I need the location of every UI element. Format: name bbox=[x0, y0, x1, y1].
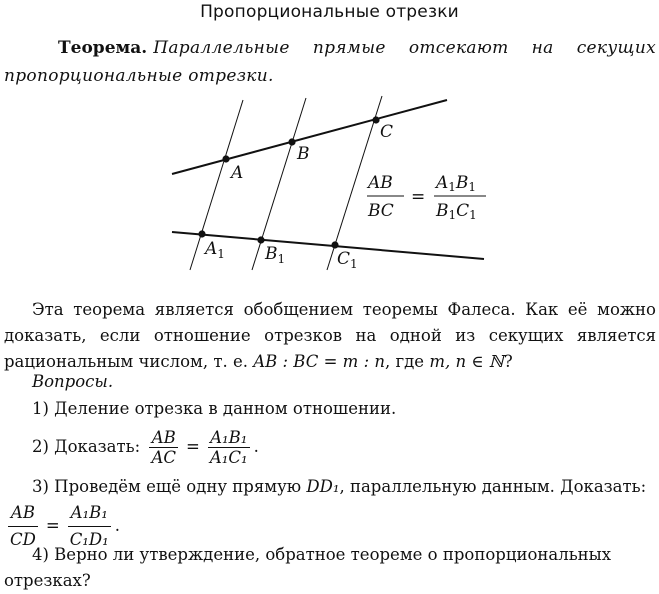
question-1: 1) Деление отрезка в данном отношении. bbox=[32, 399, 397, 418]
question-3-text-2: , параллельную данным. Доказать: bbox=[339, 477, 647, 496]
proportion-formula bbox=[366, 173, 486, 222]
questions-heading: Вопросы. bbox=[32, 372, 114, 391]
page-title: Пропорциональные отрезки bbox=[200, 2, 459, 22]
paragraph-math-1: AB : BC = m : n bbox=[253, 352, 386, 371]
label-c1: $C_1$ bbox=[337, 249, 358, 271]
formula-left-den: BC bbox=[368, 201, 394, 221]
question-4: 4) Верно ли утверждение, обратное теореме о пропорциональных отрезках? bbox=[4, 545, 612, 590]
question-3-math: DD₁ bbox=[306, 477, 340, 496]
question-3-right-fraction: $\frac{\text{A₁B₁}}{\text{C₁D₁}}$ bbox=[68, 500, 111, 553]
formula-right-den: B1C1 bbox=[436, 201, 477, 222]
label-b1: $B_1$ bbox=[265, 244, 286, 266]
formula-right-num: A1B1 bbox=[436, 173, 477, 194]
paragraph bbox=[4, 297, 656, 375]
paragraph-math-2: m, n ∈ ℕ bbox=[429, 352, 504, 371]
label-a: A bbox=[231, 163, 244, 183]
point-a bbox=[222, 155, 229, 162]
question-2-prefix: 2) Доказать: bbox=[32, 437, 141, 456]
question-2-left-fraction: $\frac{AB}{AC}$ bbox=[151, 428, 176, 467]
question-3-left-fraction: $\frac{AB}{CD}$ bbox=[8, 500, 38, 553]
question-2-right-fraction: $\frac{\text{A₁B₁}}{\text{A₁C₁}}$ bbox=[209, 428, 248, 467]
theorem-body: Параллельные прямые отсекают на секущих пропорциональные отрезки. bbox=[4, 38, 656, 86]
formula-eq: = bbox=[411, 187, 426, 207]
paragraph-text-1: Эта теорема является обобщением теоремы Фалеса. Как её можно доказать, если отношение отрезков на одной из секущих является рациональным числом, т. е. bbox=[4, 300, 656, 371]
question-2: 2) Доказать: $\frac{AB}{AC}$ = $\frac{\text{A₁B₁}}{\text{A₁C₁}}$ . bbox=[32, 428, 259, 467]
label-a1: $A_1$ bbox=[205, 239, 225, 261]
secant-top bbox=[172, 100, 447, 174]
parallel-line-2 bbox=[252, 98, 306, 270]
point-b bbox=[288, 138, 295, 145]
point-c bbox=[372, 116, 379, 123]
point-c1 bbox=[331, 241, 338, 248]
point-b1 bbox=[257, 236, 264, 243]
theorem-head: Теорема. bbox=[58, 38, 148, 58]
point-a1 bbox=[198, 230, 205, 237]
question-3-text: 3) Проведём ещё одну прямую bbox=[32, 477, 307, 496]
paragraph-text-2: , где bbox=[385, 352, 430, 371]
label-c: C bbox=[380, 122, 394, 142]
question-3: 3) Проведём ещё одну прямую DD₁, параллельную данным. Доказать: $\frac{AB}{CD}$ = $\frac{\text{A₁B₁}}{\text{C₁D₁}}$ . bbox=[4, 474, 656, 553]
label-b: B bbox=[297, 144, 310, 164]
formula-left-num: AB bbox=[368, 173, 393, 193]
paragraph-text-3: ? bbox=[503, 352, 513, 371]
